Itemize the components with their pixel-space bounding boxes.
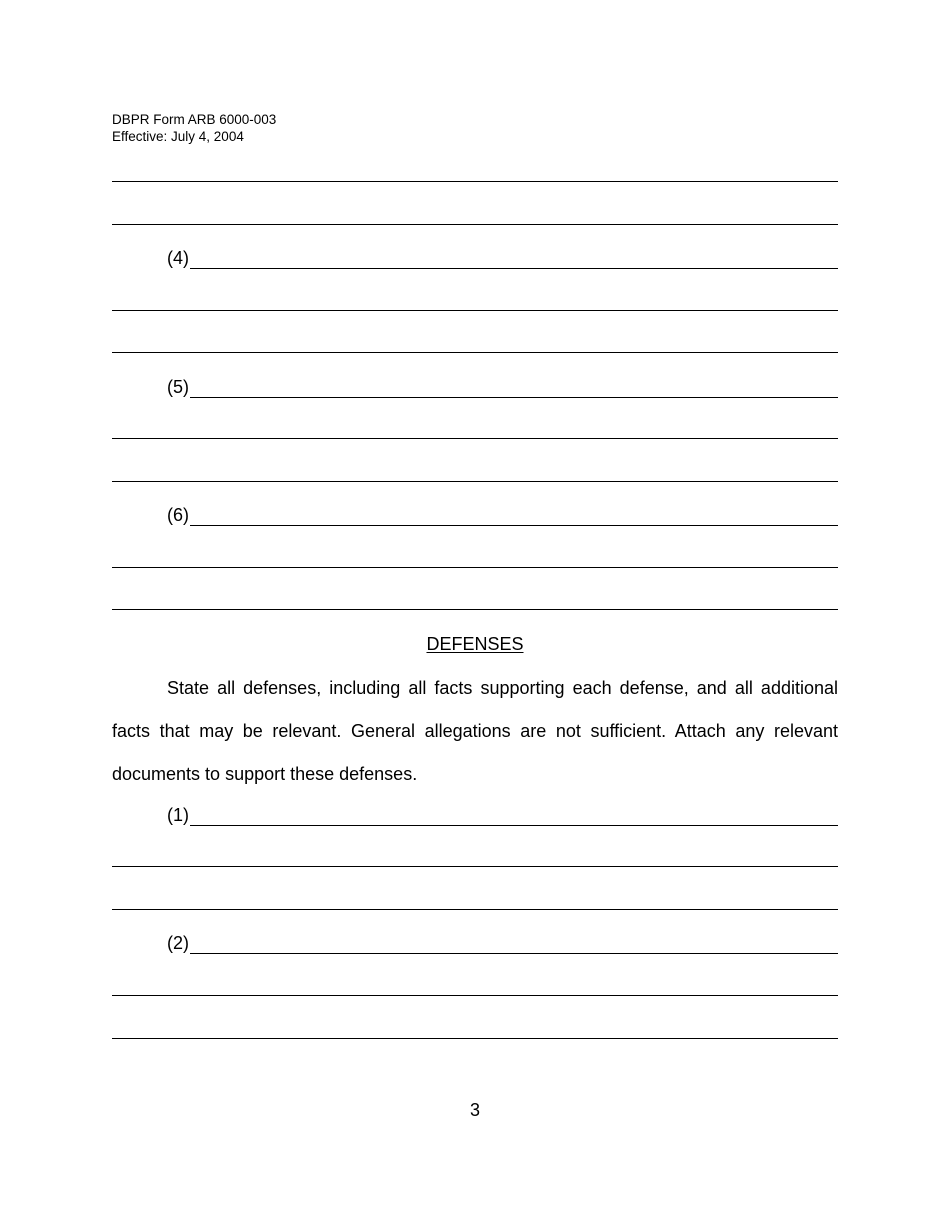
blank-line[interactable]	[112, 352, 838, 353]
defense-1-row	[167, 802, 838, 826]
page-number: 3	[469, 1100, 480, 1120]
form-id: DBPR Form ARB 6000-003	[112, 112, 277, 127]
item-number: (5)	[167, 377, 189, 397]
blank-line[interactable]	[112, 609, 838, 610]
form-header	[112, 112, 276, 145]
defenses-title: DEFENSES	[426, 634, 524, 654]
defenses-instructions: State all defenses, including all facts supporting each defense, and all additional facts that may be relevant. General allegations are not sufficient. Attach any relevant documents to support these defenses.	[112, 678, 838, 784]
blank-line[interactable]	[112, 438, 838, 439]
blank-line[interactable]	[112, 909, 838, 910]
item-6-row	[167, 502, 838, 526]
item-number: (4)	[167, 248, 189, 268]
blank-line[interactable]	[112, 1038, 838, 1039]
item-number: (1)	[167, 805, 189, 825]
item-5-line[interactable]	[190, 397, 838, 398]
item-4-row	[167, 245, 838, 269]
blank-line[interactable]	[112, 481, 838, 482]
defense-2-line[interactable]	[190, 953, 838, 954]
item-number: (6)	[167, 505, 189, 525]
item-4-line[interactable]	[190, 268, 838, 269]
item-5-row	[167, 374, 838, 398]
blank-line[interactable]	[112, 224, 838, 225]
blank-line[interactable]	[112, 310, 838, 311]
blank-line[interactable]	[112, 567, 838, 568]
item-number: (2)	[167, 933, 189, 953]
blank-line[interactable]	[112, 995, 838, 996]
defense-2-row	[167, 930, 838, 954]
effective-date: Effective: July 4, 2004	[112, 128, 244, 144]
defense-1-line[interactable]	[190, 825, 838, 826]
defenses-heading	[112, 633, 838, 655]
blank-line[interactable]	[112, 181, 838, 182]
blank-line[interactable]	[112, 866, 838, 867]
item-6-line[interactable]	[190, 525, 838, 526]
